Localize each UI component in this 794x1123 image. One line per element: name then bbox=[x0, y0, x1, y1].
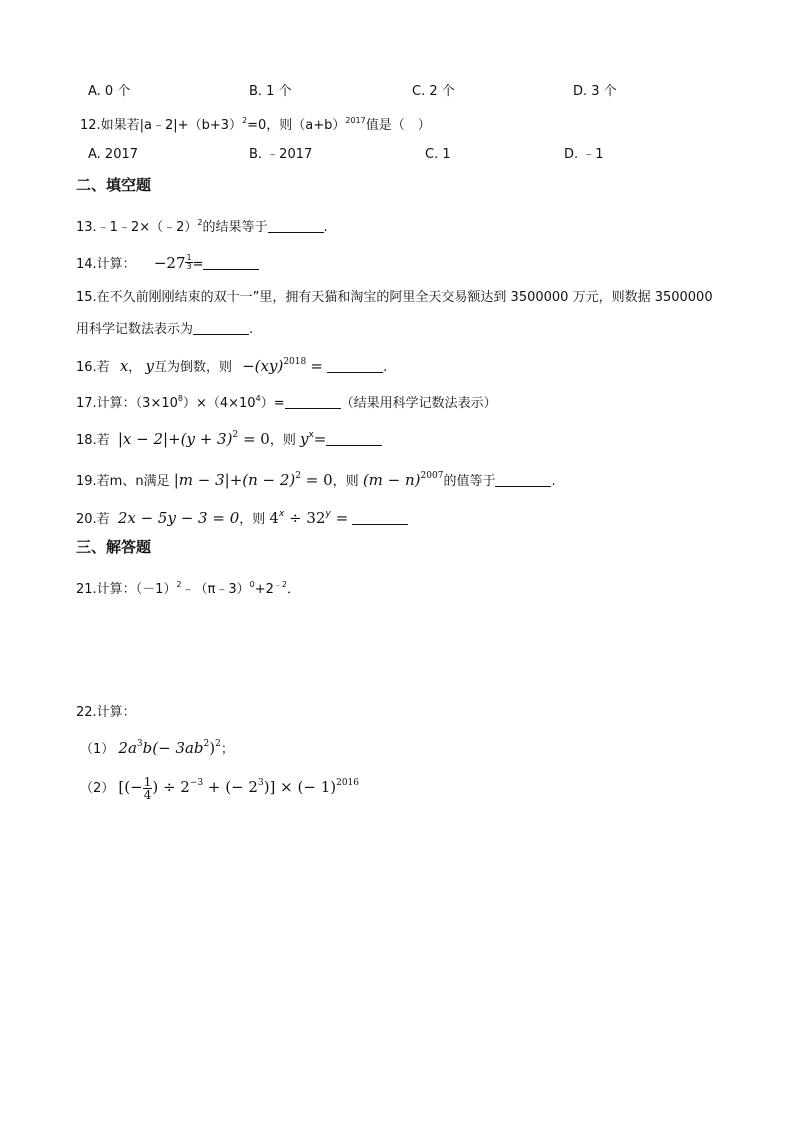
q14-exp-numerator: 1 bbox=[186, 253, 192, 262]
q20-exp-a: x bbox=[278, 509, 285, 519]
q18-lhs-exponent: x bbox=[308, 430, 314, 440]
q11-option-b: B. 1 个 bbox=[249, 84, 292, 99]
q22-p2-label: （2） bbox=[80, 781, 115, 796]
q22-p1-close: ) bbox=[209, 739, 216, 757]
q16-x: x bbox=[119, 357, 129, 375]
q22-p1-exp-c: 2 bbox=[215, 739, 221, 749]
q20-divide: ÷ 32 bbox=[284, 509, 326, 527]
question-15-line2 bbox=[76, 322, 253, 336]
q19-exponent2: 2007 bbox=[420, 471, 444, 481]
q22-p1-exp-a: 3 bbox=[136, 739, 143, 749]
q13-end: . bbox=[323, 220, 328, 235]
q18-lhs: y bbox=[299, 430, 309, 448]
section-solve-title: 三、解答题 bbox=[76, 538, 152, 556]
q20-answer-blank[interactable] bbox=[352, 512, 408, 525]
q19-exponent: 2 bbox=[295, 471, 302, 481]
q16-comma: ， bbox=[128, 360, 142, 375]
question-17 bbox=[76, 395, 497, 410]
q21-exp1: 2 bbox=[176, 580, 182, 589]
q14-exp-denominator: 3 bbox=[186, 262, 192, 271]
q15-answer-blank[interactable] bbox=[193, 322, 249, 335]
q22-p2-exp2: 3 bbox=[257, 778, 264, 788]
q22-p1-end: ； bbox=[220, 742, 234, 757]
q14-equals: = bbox=[192, 257, 204, 272]
q19-answer-blank[interactable] bbox=[495, 474, 551, 487]
q22-p1-exp-b: 2 bbox=[203, 739, 210, 749]
q12-option-a: A. 2017 bbox=[88, 147, 139, 162]
q18-prefix: 18.若 bbox=[76, 433, 110, 448]
q22-p2-denominator: 4 bbox=[143, 788, 152, 802]
q11-option-c: C. 2 个 bbox=[412, 84, 455, 99]
q19-expression: |m − 3|+(n − 2) bbox=[173, 471, 296, 489]
q17-suffix: （结果用科学记数法表示） bbox=[340, 396, 497, 411]
q21-mid2: +2 bbox=[254, 582, 274, 597]
q12-mid: =0，则（a+b） bbox=[247, 118, 346, 133]
q13-square: 2 bbox=[197, 218, 203, 227]
q22-p2-exp1: −3 bbox=[189, 778, 204, 788]
q18-equals-zero: = 0 bbox=[238, 430, 270, 448]
q13-prefix: 13.﹣1﹣2×（﹣2） bbox=[76, 220, 198, 235]
q17-equals: ）= bbox=[260, 396, 285, 411]
q19-prefix: 19.若m、n满足 bbox=[76, 474, 170, 489]
q20-base-a: 4 bbox=[269, 509, 279, 527]
q14-label: 14.计算： bbox=[76, 257, 136, 272]
q14-exponent-fraction bbox=[185, 254, 192, 271]
q21-exp2: 0 bbox=[249, 580, 255, 589]
q17-exp1: 8 bbox=[177, 394, 183, 403]
q19-end: . bbox=[551, 474, 556, 489]
question-14 bbox=[76, 254, 259, 271]
q16-end: . bbox=[383, 360, 388, 375]
q16-equals: = bbox=[310, 357, 323, 375]
q22-label: 22.计算： bbox=[76, 705, 136, 720]
question-20 bbox=[76, 510, 408, 526]
q21-exp3: ﹣2 bbox=[273, 580, 288, 589]
q22-p2-open: [(− bbox=[118, 778, 143, 796]
q11-option-a: A. 0 个 bbox=[88, 84, 131, 99]
q19-equals-zero: = 0 bbox=[301, 471, 333, 489]
q18-exponent: 2 bbox=[232, 430, 239, 440]
question-13 bbox=[76, 219, 328, 234]
q17-exp2: 4 bbox=[255, 394, 261, 403]
q15-line2: 用科学记数法表示为 bbox=[76, 322, 194, 337]
q22-p2-mid: ) ÷ 2 bbox=[152, 778, 190, 796]
question-12 bbox=[80, 117, 431, 132]
q18-answer-blank[interactable] bbox=[326, 433, 382, 446]
q18-expression: |x − 2|+(y + 3) bbox=[117, 430, 233, 448]
q16-answer-blank[interactable] bbox=[327, 360, 383, 373]
q12-option-d: D. ﹣1 bbox=[564, 147, 604, 162]
q22-p2-exp3: 2016 bbox=[336, 778, 360, 788]
q11-option-d: D. 3 个 bbox=[573, 84, 617, 99]
q20-equals: = bbox=[330, 509, 349, 527]
q22-p2-close: )] × (− 1) bbox=[263, 778, 337, 796]
q12-suffix: 值是（ ） bbox=[365, 118, 431, 133]
q16-mid: 互为倒数，则 bbox=[153, 360, 232, 375]
q16-prefix: 16.若 bbox=[76, 360, 110, 375]
q12-option-b: B. ﹣2017 bbox=[249, 147, 313, 162]
q12-prefix: 12.如果若|a﹣2|+（b+3） bbox=[80, 118, 242, 133]
section-fill-in-title: 二、填空题 bbox=[76, 176, 152, 194]
q19-expression2: (m − n) bbox=[362, 471, 421, 489]
q14-answer-blank[interactable] bbox=[203, 257, 259, 270]
q22-p2-fraction bbox=[143, 776, 153, 801]
question-18 bbox=[76, 431, 382, 447]
question-16 bbox=[76, 358, 387, 374]
q14-base: −27 bbox=[153, 254, 186, 272]
q22-p1-term-a: 2a bbox=[118, 739, 137, 757]
question-22-part1 bbox=[80, 740, 234, 756]
q12-option-c: C. 1 bbox=[425, 147, 451, 162]
q17-answer-blank[interactable] bbox=[285, 396, 341, 409]
q12-exponent: 2017 bbox=[345, 116, 366, 125]
q13-suffix: 的结果等于 bbox=[202, 220, 268, 235]
question-22-part2 bbox=[80, 776, 359, 801]
q16-y: y bbox=[145, 357, 154, 375]
q12-square: 2 bbox=[241, 116, 248, 125]
q18-equals: = bbox=[313, 430, 327, 448]
q20-expression: 2x − 5y − 3 = 0 bbox=[117, 509, 240, 527]
q13-answer-blank[interactable] bbox=[268, 220, 324, 233]
q21-mid: ﹣（π﹣3） bbox=[181, 582, 250, 597]
q17-mid: ）×（4×10 bbox=[182, 396, 256, 411]
q22-p1-label: （1） bbox=[80, 742, 115, 757]
q21-end: ． bbox=[287, 582, 301, 597]
q22-p1-term-b: b(− 3ab bbox=[142, 739, 204, 757]
question-19 bbox=[76, 472, 556, 488]
q22-p2-numerator: 1 bbox=[143, 775, 152, 789]
q18-mid: ，则 bbox=[269, 433, 296, 448]
q19-suffix: 的值等于 bbox=[443, 474, 496, 489]
q22-p2-mid2: + (− 2 bbox=[203, 778, 258, 796]
q20-mid: ，则 bbox=[239, 512, 266, 527]
q15-line1: 15.在不久前刚刚结束的双十一”里，拥有天猫和淘宝的阿里全天交易额达到 3500000 万元，则数据 3500000 bbox=[76, 290, 713, 305]
q20-exp-b: y bbox=[325, 509, 331, 519]
question-21 bbox=[76, 581, 300, 596]
q17-prefix: 17.计算：（3×10 bbox=[76, 396, 178, 411]
q20-prefix: 20.若 bbox=[76, 512, 110, 527]
q16-exponent: 2018 bbox=[283, 357, 307, 367]
q16-expression: −(xy) bbox=[242, 357, 284, 375]
q19-mid: ，则 bbox=[332, 474, 359, 489]
q15-end: . bbox=[249, 322, 254, 337]
q21-prefix: 21.计算：（－1） bbox=[76, 582, 177, 597]
